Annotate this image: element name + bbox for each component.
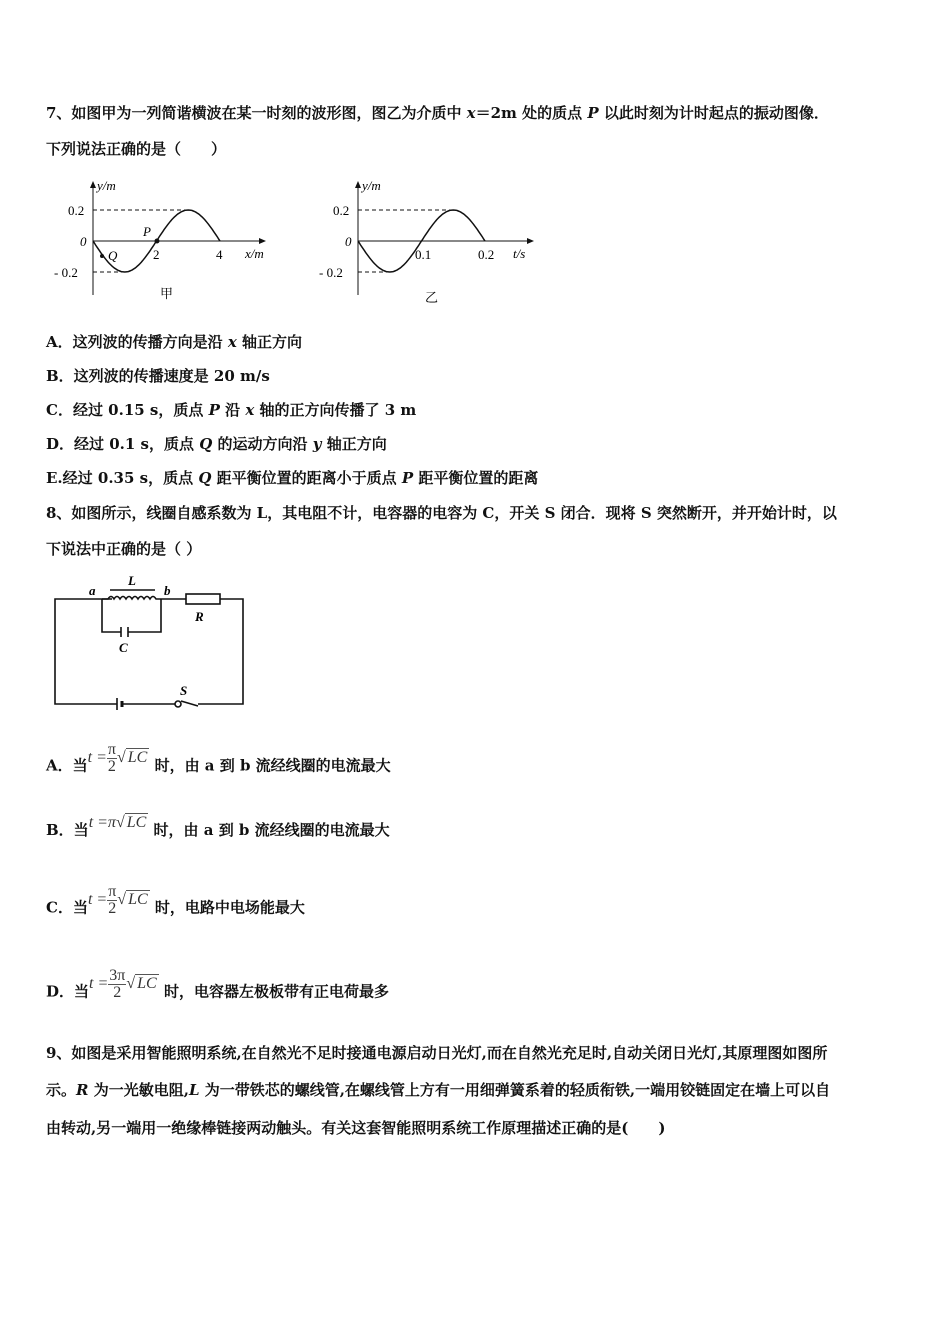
option-label: C．当	[46, 898, 88, 917]
formula: t = $\frac{\pi}{2}$ √ LC	[87, 883, 148, 917]
formula: t =π√ LC	[88, 814, 147, 831]
svg-text:S: S	[180, 683, 188, 698]
text-segment: 为一带铁芯的螺线管,在螺线管上方有一用细弹簧系着的轻质衔铁,一端用铰链固定在墙上可以自	[199, 1081, 831, 1099]
text-segment: D．经过 0.1 s，质点	[46, 435, 200, 453]
option-text: 时，由 a 到 b 流经线圈的电流最大	[154, 756, 391, 775]
svg-text:R: R	[195, 609, 204, 624]
italic-variable: L	[188, 1081, 200, 1099]
fraction	[107, 884, 117, 917]
lc-circuit-diagram	[40, 570, 260, 720]
sqrt-radicand: LC	[137, 975, 157, 993]
svg-text:0: 0	[345, 234, 352, 249]
sqrt-radicand: LC	[126, 814, 147, 831]
formula: t = $\frac{3\pi}{2}$ √ LC	[89, 967, 157, 1001]
text-segment: C．经过 0.15 s，质点	[46, 401, 209, 419]
text-segment: 下说法中正确的是（ ）	[46, 540, 202, 558]
svg-text:a: a	[89, 583, 96, 598]
formula-lhs: t =π	[88, 814, 116, 831]
svg-text:L: L	[128, 573, 136, 588]
text-segment: 的运动方向沿	[212, 435, 313, 453]
text-segment: E.经过 0.35 s，质点	[46, 469, 199, 487]
svg-text:乙: 乙	[425, 290, 439, 305]
italic-variable: x	[466, 104, 476, 122]
q8-stem-line1	[46, 503, 837, 523]
italic-variable: x	[227, 333, 237, 351]
italic-variable: x	[245, 401, 255, 419]
text-segment: 9、如图是采用智能照明系统,在自然光不足时接通电源启动日光灯,而在自然光充足时,自动关闭日光灯,其原理图如图所	[46, 1044, 828, 1062]
svg-text:0.2: 0.2	[68, 203, 85, 218]
q7-option-c[interactable]	[46, 400, 416, 420]
italic-variable: Q	[198, 469, 212, 487]
svg-text:b: b	[164, 583, 171, 598]
q8-stem-line2	[46, 539, 201, 559]
fraction	[107, 742, 117, 775]
q7-option-a[interactable]	[46, 332, 302, 352]
italic-variable: P	[208, 401, 220, 419]
q7-option-e[interactable]	[46, 468, 538, 488]
svg-text:2: 2	[153, 247, 160, 262]
italic-variable: P	[587, 104, 599, 122]
text-segment: 轴正方向	[321, 435, 387, 453]
svg-text:P: P	[143, 224, 151, 239]
fraction-numerator: π	[108, 883, 117, 900]
italic-variable: y	[312, 435, 322, 453]
svg-text:Q: Q	[108, 248, 118, 263]
text-segment: 以此时刻为计时起点的振动图像．	[598, 104, 829, 122]
figure-yi-vibration-graph	[305, 170, 545, 310]
text-segment: 距平衡位置的距离小于质点	[211, 469, 402, 487]
italic-variable: R	[76, 1081, 89, 1099]
text-segment: 距平衡位置的距离	[413, 469, 539, 487]
formula-lhs: t =	[87, 891, 108, 909]
option-text: 时，由 a 到 b 流经线圈的电流最大	[153, 821, 390, 839]
q9-stem-line2	[46, 1080, 830, 1100]
text-segment: 为一光敏电阻,	[88, 1081, 189, 1099]
text-segment: 8、如图所示，线圈自感系数为 L，其电阻不计，电容器的电容为 C，开关 S 闭合．现将 S 突然断开，并开始计时，以	[46, 504, 837, 522]
formula-lhs: t =	[87, 749, 107, 767]
svg-text:y/m: y/m	[97, 178, 116, 193]
svg-text:C: C	[119, 640, 128, 655]
formula-lhs: t =	[89, 975, 109, 993]
q8-option-b[interactable]	[46, 814, 390, 841]
q7-option-b[interactable]	[46, 366, 270, 386]
sqrt-radicand: LC	[127, 749, 148, 767]
formula: t = $\frac{\pi}{2}$ √ LC	[87, 741, 148, 775]
svg-text:t/s: t/s	[513, 246, 526, 261]
italic-variable: P	[401, 469, 414, 487]
svg-text:0.2: 0.2	[333, 203, 350, 218]
fraction	[108, 968, 126, 1001]
svg-text:y/m: y/m	[362, 178, 381, 193]
text-segment: B．这列波的传播速度是 20 m/s	[46, 367, 270, 385]
svg-text:- 0.2: - 0.2	[319, 265, 343, 280]
q7-stem-line2	[46, 139, 226, 159]
text-segment: 轴的正方向传播了 3 m	[254, 401, 417, 419]
text-segment: 轴正方向	[236, 333, 303, 351]
text-segment: ＝2m 处的质点	[475, 104, 588, 122]
figure-jia-wave-graph	[40, 170, 280, 310]
svg-text:0.2: 0.2	[478, 247, 495, 262]
svg-text:甲: 甲	[160, 286, 174, 301]
option-label: D．当	[46, 982, 90, 1001]
svg-text:- 0.2: - 0.2	[54, 265, 78, 280]
fraction-denominator: 2	[108, 900, 117, 917]
option-text: 时，电容器左极板带有正电荷最多	[163, 982, 389, 1001]
text-segment: 由转动,另一端用一绝缘棒链接两动触头。有关这套智能照明系统工作原理描述正确的是( )	[46, 1119, 666, 1137]
q7-option-d[interactable]	[46, 434, 387, 454]
q9-stem-line3	[46, 1118, 665, 1138]
option-label: A．当	[46, 756, 88, 775]
text-segment: 7、如图甲为一列简谐横波在某一时刻的波形图，图乙为介质中	[46, 104, 467, 122]
italic-variable: Q	[199, 435, 213, 453]
q8-option-c[interactable]	[46, 883, 305, 925]
point-q	[100, 254, 104, 258]
q7-stem-line1	[46, 103, 829, 123]
q8-option-a[interactable]	[46, 741, 391, 783]
option-text: 时，电路中电场能最大	[154, 898, 305, 917]
text-segment: A．这列波的传播方向是沿	[46, 333, 228, 351]
q9-stem-line1	[46, 1043, 827, 1063]
svg-text:4: 4	[216, 247, 223, 262]
text-segment: 下列说法正确的是（ ）	[46, 140, 227, 158]
point-p	[155, 239, 160, 244]
fraction-numerator: π	[107, 741, 116, 758]
fraction-denominator: 2	[107, 758, 116, 775]
fraction-numerator: 3π	[109, 967, 126, 984]
sqrt-radicand: LC	[128, 891, 148, 909]
svg-text:x/m: x/m	[245, 246, 264, 261]
text-segment: 沿	[219, 401, 246, 419]
svg-text:0.1: 0.1	[415, 247, 432, 262]
svg-text:0: 0	[80, 234, 87, 249]
option-label: B．当	[46, 821, 89, 839]
text-segment: 示。	[46, 1081, 77, 1099]
fraction-denominator: 2	[113, 984, 122, 1001]
